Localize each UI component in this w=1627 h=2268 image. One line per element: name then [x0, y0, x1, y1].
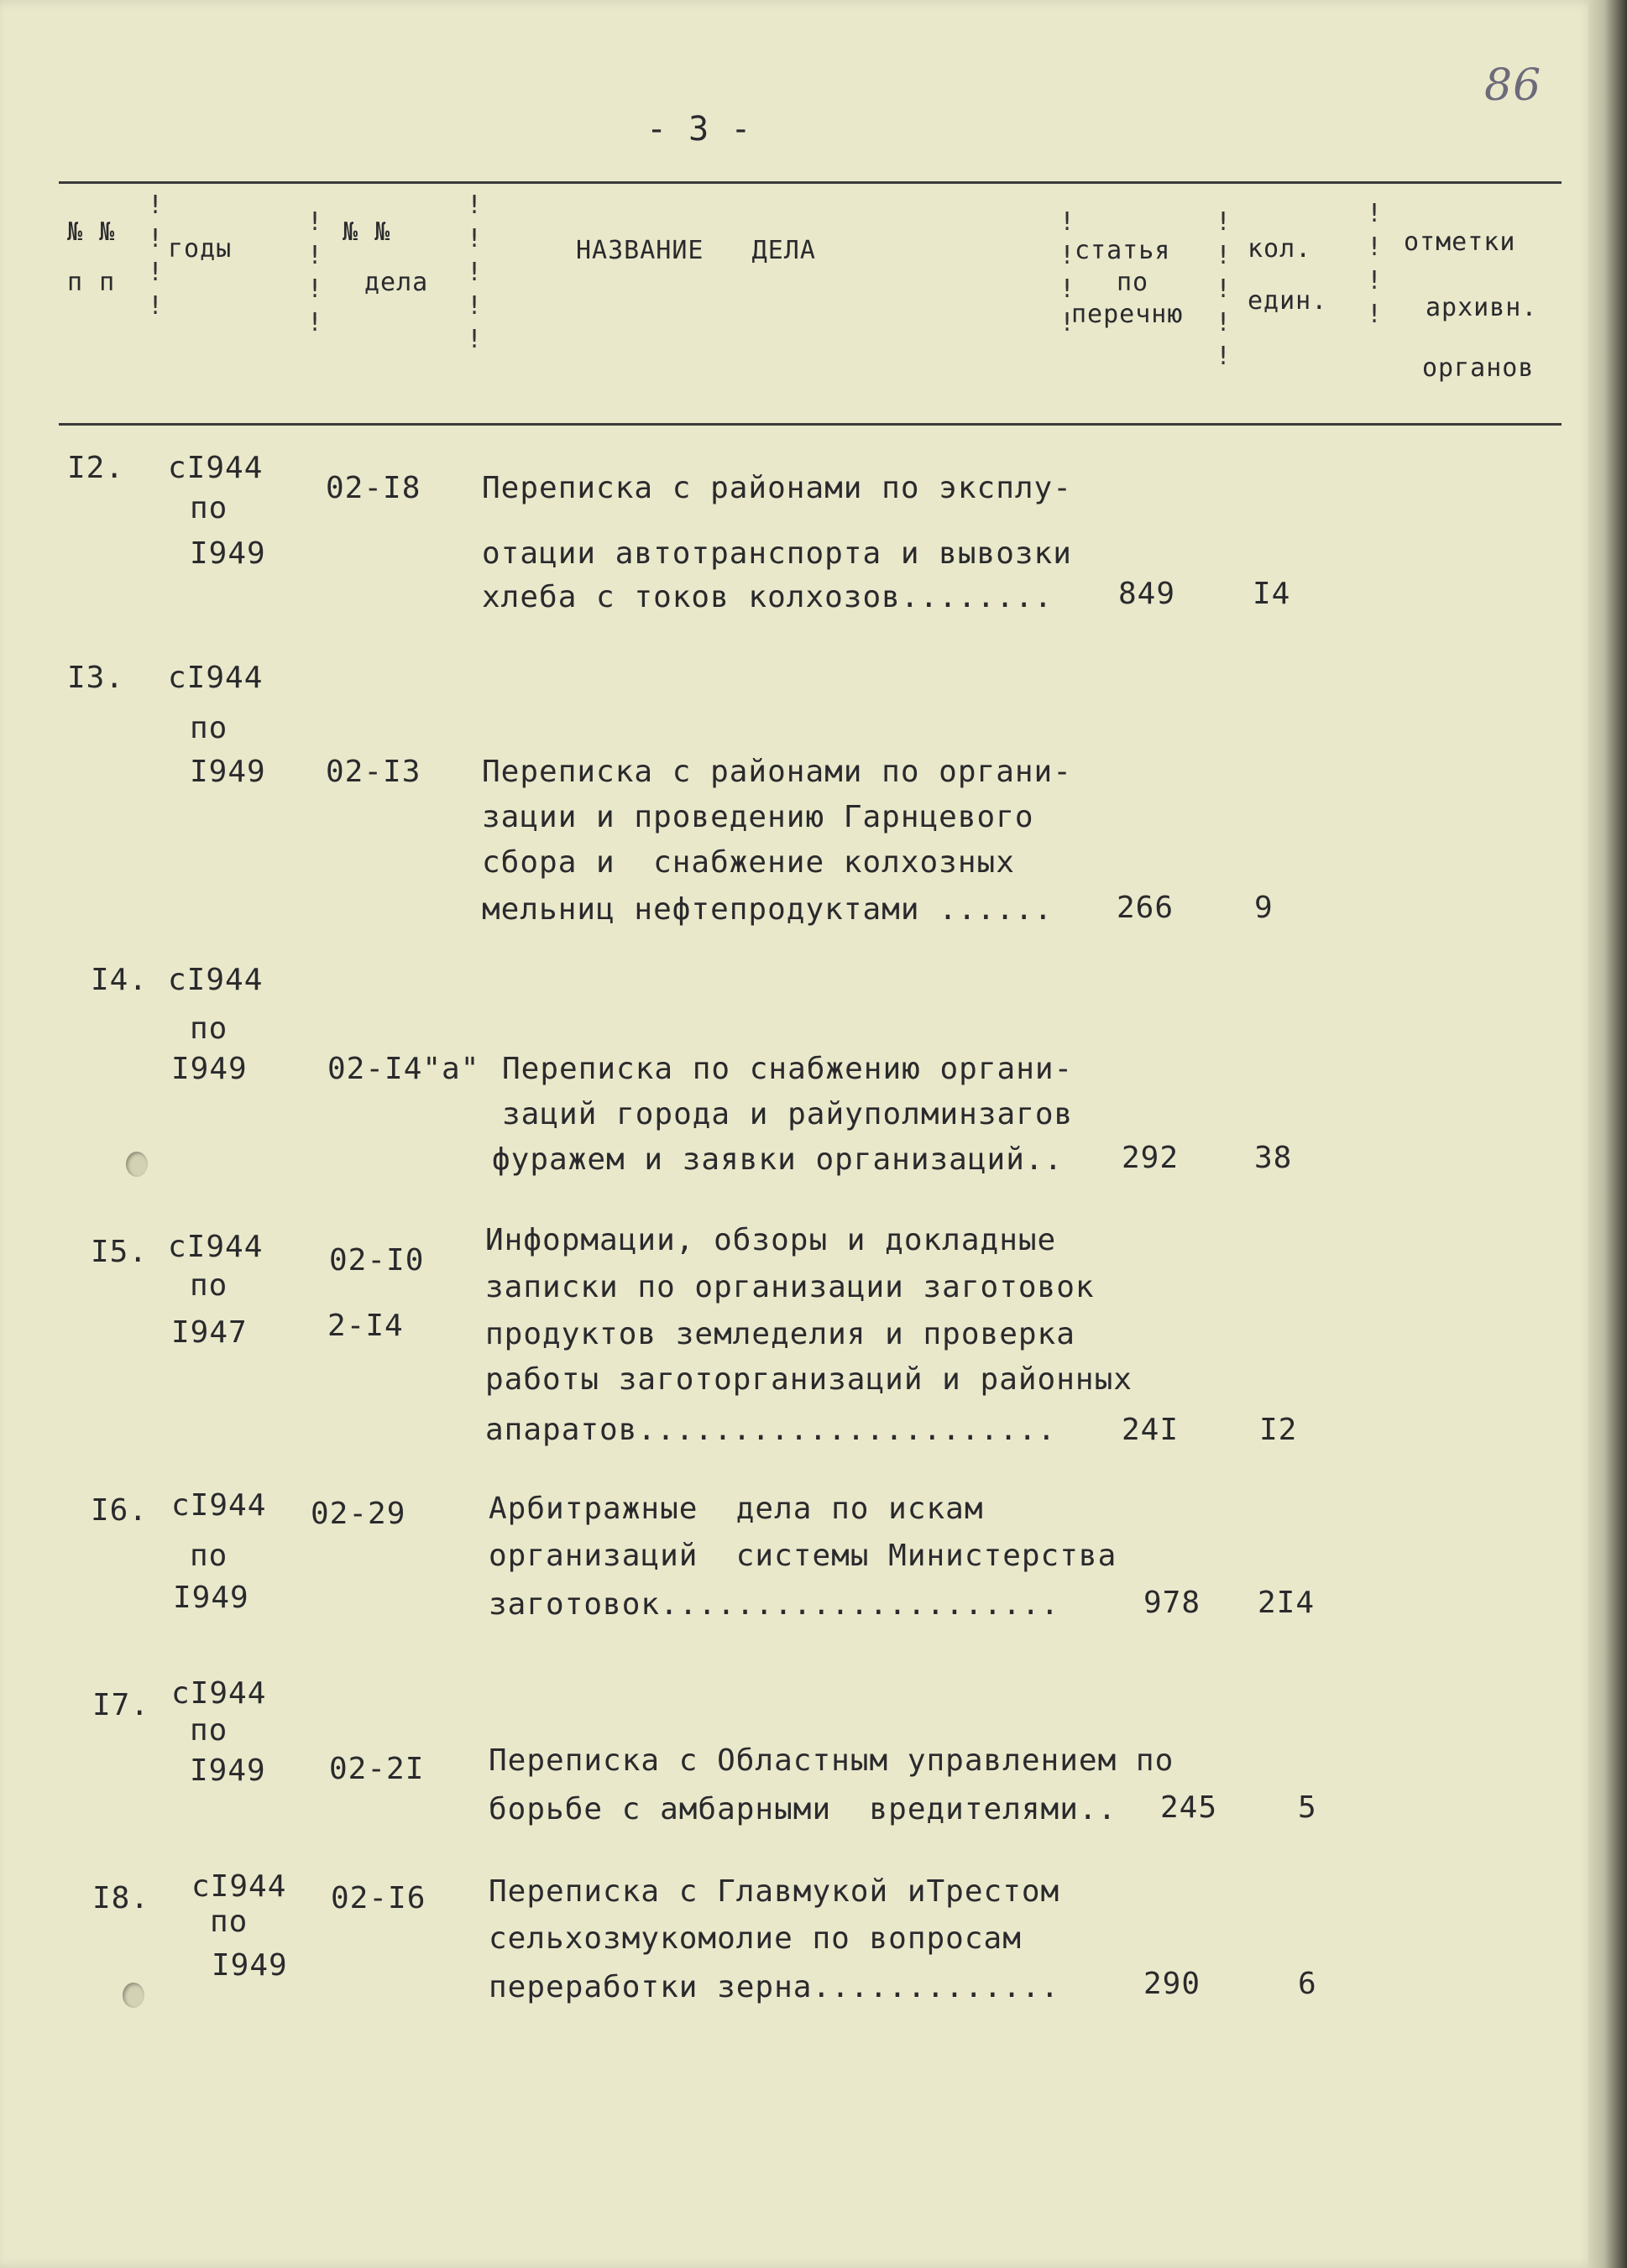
row-case-no: 02-2I: [329, 1752, 425, 1786]
row-year-to-word: по: [210, 1905, 248, 1939]
row-year-to: I949: [173, 1581, 249, 1615]
header-years: годы: [168, 234, 233, 264]
row-units: 38: [1254, 1141, 1293, 1175]
row-title-line: сельхозмукомолие по вопросам: [489, 1921, 1022, 1956]
row-year-to: I949: [190, 1753, 266, 1788]
row-title-line: работы заготорганизаций и районных: [485, 1362, 1133, 1397]
row-title-line: записки по организации заготовок: [485, 1270, 1095, 1304]
row-year-from: сI944: [168, 451, 264, 485]
row-year-to-word: по: [190, 491, 228, 525]
row-year-from: сI944: [168, 963, 264, 997]
row-article: 978: [1143, 1586, 1201, 1620]
row-title-line: Переписка с Областным управлением по: [489, 1743, 1174, 1778]
row-title-line: борьбе с амбарными вредителями..: [489, 1792, 1117, 1826]
row-title-line: переработки зерна.............: [489, 1970, 1060, 2004]
row-year-to-word: по: [190, 1539, 228, 1573]
row-case-no: 02-I8: [326, 471, 421, 505]
row-year-from: сI944: [171, 1488, 267, 1523]
row-case-no: 02-I4"а": [327, 1052, 480, 1086]
header-case-no-sub: дела: [364, 268, 429, 297]
row-number: I5.: [91, 1235, 149, 1269]
row-year-to: I949: [171, 1052, 248, 1086]
row-article: 24I: [1122, 1413, 1180, 1447]
row-case-no-2: 2-I4: [327, 1309, 404, 1343]
page-edge: [1588, 0, 1627, 2268]
row-title-line: Арбитражные дела по искам: [489, 1492, 984, 1526]
column-separator: ! ! ! !: [1367, 199, 1383, 329]
row-year-to-word: по: [190, 1268, 228, 1303]
punch-hole: [123, 1983, 144, 2008]
page-number: - 3 -: [646, 110, 752, 149]
row-title-line: Информации, обзоры и докладные: [485, 1223, 1057, 1257]
row-title-line: мельниц нефтепродуктами ......: [482, 892, 1054, 927]
header-article: статья: [1075, 236, 1171, 265]
row-year-to-word: по: [190, 711, 228, 745]
row-title-line: продуктов земледелия и проверка: [485, 1317, 1075, 1351]
row-title-line: Переписка с районами по эксплу-: [482, 471, 1072, 505]
row-units: 9: [1254, 891, 1274, 925]
row-article: 849: [1118, 577, 1176, 611]
row-number: I7.: [92, 1688, 150, 1722]
row-number: I2.: [67, 451, 125, 485]
row-title-line: заготовок.....................: [489, 1587, 1060, 1622]
row-number: I3.: [67, 661, 125, 695]
header-marks-sub2: органов: [1422, 353, 1535, 383]
row-title-line: хлеба с токов колхозов........: [482, 580, 1054, 614]
row-title-line: отации автотранспорта и вывозки: [482, 536, 1072, 571]
row-year-to: I949: [190, 536, 266, 571]
header-num: № №: [67, 217, 116, 247]
header-units-sub: един.: [1248, 286, 1328, 316]
row-units: 6: [1298, 1967, 1317, 2001]
column-separator: ! ! ! !: [148, 191, 164, 321]
row-article: 290: [1143, 1967, 1201, 2001]
header-marks-sub: архивн.: [1426, 293, 1538, 322]
row-title-line: Переписка с районами по органи-: [482, 755, 1072, 789]
row-number: I8.: [92, 1881, 150, 1915]
row-title-line: организаций системы Министерства: [489, 1539, 1117, 1573]
row-units: I4: [1253, 577, 1291, 611]
punch-hole: [126, 1152, 148, 1177]
row-title-line: зации и проведению Гарнцевого: [482, 800, 1034, 834]
header-article-sub2: перечню: [1071, 300, 1184, 329]
row-title-line: заций города и райуполминзагов: [502, 1097, 1074, 1131]
column-separator: ! ! ! ! !: [467, 191, 483, 354]
header-bottom-rule: [59, 423, 1562, 426]
row-title-line: апаратов......................: [485, 1413, 1057, 1447]
row-article: 245: [1160, 1790, 1218, 1825]
row-year-to-word: по: [190, 1713, 228, 1748]
row-units: 5: [1298, 1790, 1317, 1825]
row-units: I2: [1259, 1413, 1298, 1447]
row-title-line: Переписка по снабжению органи-: [502, 1052, 1074, 1086]
header-units: кол.: [1248, 234, 1312, 264]
row-units: 2I4: [1258, 1586, 1316, 1620]
row-case-no: 02-I6: [331, 1881, 426, 1915]
row-case-no: 02-29: [311, 1497, 406, 1531]
header-case-no: № №: [343, 217, 391, 247]
row-article: 266: [1117, 891, 1174, 925]
row-year-from: сI944: [171, 1676, 267, 1711]
row-year-from: сI944: [191, 1869, 287, 1904]
row-year-to: I949: [212, 1948, 288, 1983]
header-article-sub: по: [1117, 268, 1149, 297]
row-year-from: сI944: [168, 661, 264, 695]
row-number: I6.: [91, 1493, 149, 1528]
column-separator: ! ! ! ! !: [1216, 207, 1232, 371]
row-year-from: сI944: [168, 1230, 264, 1264]
row-year-to-word: по: [190, 1011, 228, 1046]
row-article: 292: [1122, 1141, 1180, 1175]
row-year-to: I947: [171, 1315, 248, 1350]
row-case-no: 02-I0: [329, 1243, 425, 1278]
header-title: НАЗВАНИЕ ДЕЛА: [576, 236, 816, 265]
row-number: I4.: [91, 963, 149, 997]
row-title-line: Переписка с Главмукой иТрестом: [489, 1874, 1060, 1909]
column-separator: ! ! ! !: [1059, 207, 1075, 337]
column-separator: ! ! ! !: [307, 207, 323, 337]
row-title-line: сбора и снабжение колхозных: [482, 845, 1015, 880]
row-case-no: 02-I3: [326, 755, 421, 789]
row-title-line: фуражем и заявки организаций..: [492, 1142, 1064, 1177]
sheet-number-handwritten: 86: [1484, 60, 1542, 111]
header-marks: отметки: [1404, 227, 1516, 257]
header-num-sub: п п: [67, 268, 116, 297]
header-top-rule: [59, 181, 1562, 184]
row-year-to: I949: [190, 755, 266, 789]
